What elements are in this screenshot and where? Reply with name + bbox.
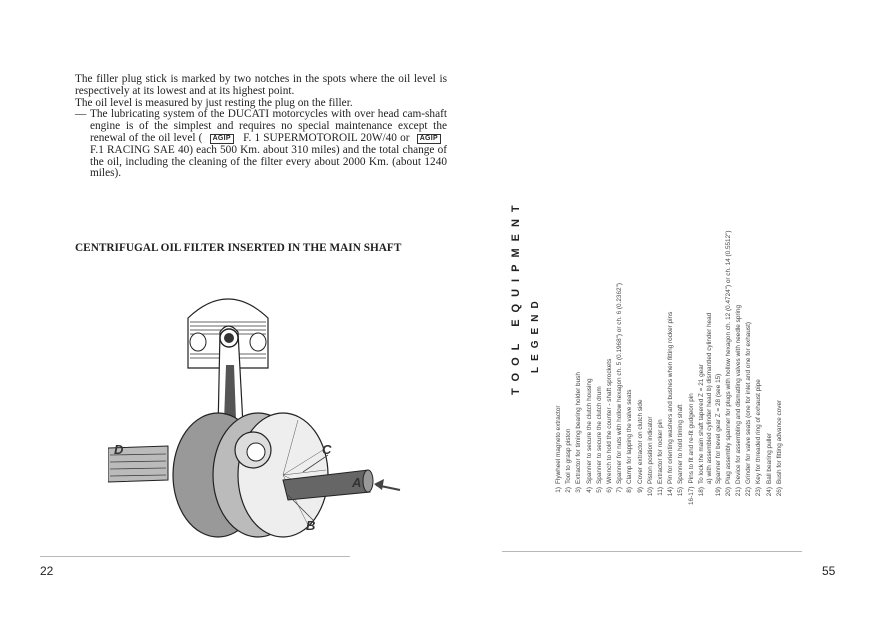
legend-item: 3)Extractor for timing bearing holder bush xyxy=(575,372,583,493)
legend-item: 24)Ball bearing puller xyxy=(765,432,773,497)
legend-item: 4)Spanner to secure the clutch housing xyxy=(585,378,593,493)
legend-title: TOOL EQUIPMENT xyxy=(510,198,522,395)
legend-list xyxy=(554,230,785,505)
legend-item: 10)Piston position indicator xyxy=(646,416,654,497)
legend-item: 1)Flywheel magneto extractor xyxy=(555,405,562,493)
page-number: 22 xyxy=(40,564,54,578)
legend-item: 26)Bush for fitting advance cover xyxy=(775,399,783,497)
legend-item: 14)Pin for orienting washers and bushes when fitting rocker pins xyxy=(667,311,675,497)
crankshaft-drawing-icon xyxy=(108,270,408,550)
page-number: 55 xyxy=(822,564,836,578)
figure-label-d: D xyxy=(114,442,124,457)
legend-item: 11)Extractor for rocker pin xyxy=(657,419,665,496)
paragraph-filler-plug: The filler plug stick is marked by two notches in the spots where the oil level is respectively at its lowest and at its highest point. xyxy=(75,73,447,97)
paragraph-lubricating-system: — The lubricating system of the DUCATI motorcycles with over head cam-shaft engine is of the simplest and requires no special maintenance except the renewal of the oil level ( AGIP F. 1 SUPERMOTOROIL 20W/40 or AGIP F.1 RACING SAE 40) each 500 Km. about 310 miles) and the total change of the oil, including the cleaning of the filter every about 2000 Km. (about 1240 miles). xyxy=(75,108,447,180)
tool-equipment-legend xyxy=(508,105,808,505)
legend-subtitle: LEGEND xyxy=(530,295,541,373)
agip-logo-icon: AGIP xyxy=(210,134,234,144)
crankshaft-illustration xyxy=(108,270,408,550)
legend-item: 20)Plug assembly spanner for plugs with hollow hexagon ch. 12 (0.4724") or ch. 14 (0.5512") xyxy=(724,230,732,497)
section-heading: CENTRIFUGAL OIL FILTER INSERTED IN THE MAIN SHAFT xyxy=(75,242,402,254)
legend-item: 6)Wrench to hold the counter - shaft sprockets xyxy=(606,358,614,493)
figure-label-a: A xyxy=(352,475,362,490)
legend-item: 5)Spanner to secure the clutch drum xyxy=(595,386,603,493)
em-dash: — xyxy=(75,108,87,121)
agip-logo-icon: AGIP xyxy=(417,134,441,144)
legend-item: 8)Clamp for lapping the valve seats xyxy=(626,389,634,493)
legend-item: 7)Spanner for nuts with hollow hexagon ch. 5 (0.1968") or ch. 6 (0.2362") xyxy=(616,283,624,493)
legend-item: 22)Grinder for valve seats (one for inlet and one for exhaust) xyxy=(745,322,753,497)
legend-item: 16-17)Pins to fit and re-fit gudgeon pin xyxy=(687,393,695,505)
legend-item: 21)Device for assembling and dismatling valves with needle spring xyxy=(735,304,743,497)
footer-rule xyxy=(502,551,802,552)
legend-item: 15)Spanner to hold timing shaft xyxy=(677,404,685,497)
legend-item: 23)Key for threaded ring of exhaust pipe xyxy=(755,379,763,497)
paragraph-oil-level: The oil level is measured by just resting the plug on the filler. xyxy=(75,96,353,109)
footer-rule xyxy=(40,556,350,557)
legend-item: 2)Tool to grasp piston xyxy=(565,428,573,493)
legend-item: 19)Spanner for bevel gear Z = 28 (see 15) xyxy=(714,373,722,497)
legend-item: 18)To lock the main shaft tapered Z = 21 gear xyxy=(697,364,705,497)
body-text xyxy=(75,74,447,180)
legend-item: 9)Cover extractor on clutch side xyxy=(636,399,644,493)
figure-label-c: C xyxy=(322,442,332,457)
figure-label-b: B xyxy=(306,518,316,533)
legend-item-sub: a) with assembled cylinder head b) dismantled cylinder head xyxy=(706,312,714,484)
